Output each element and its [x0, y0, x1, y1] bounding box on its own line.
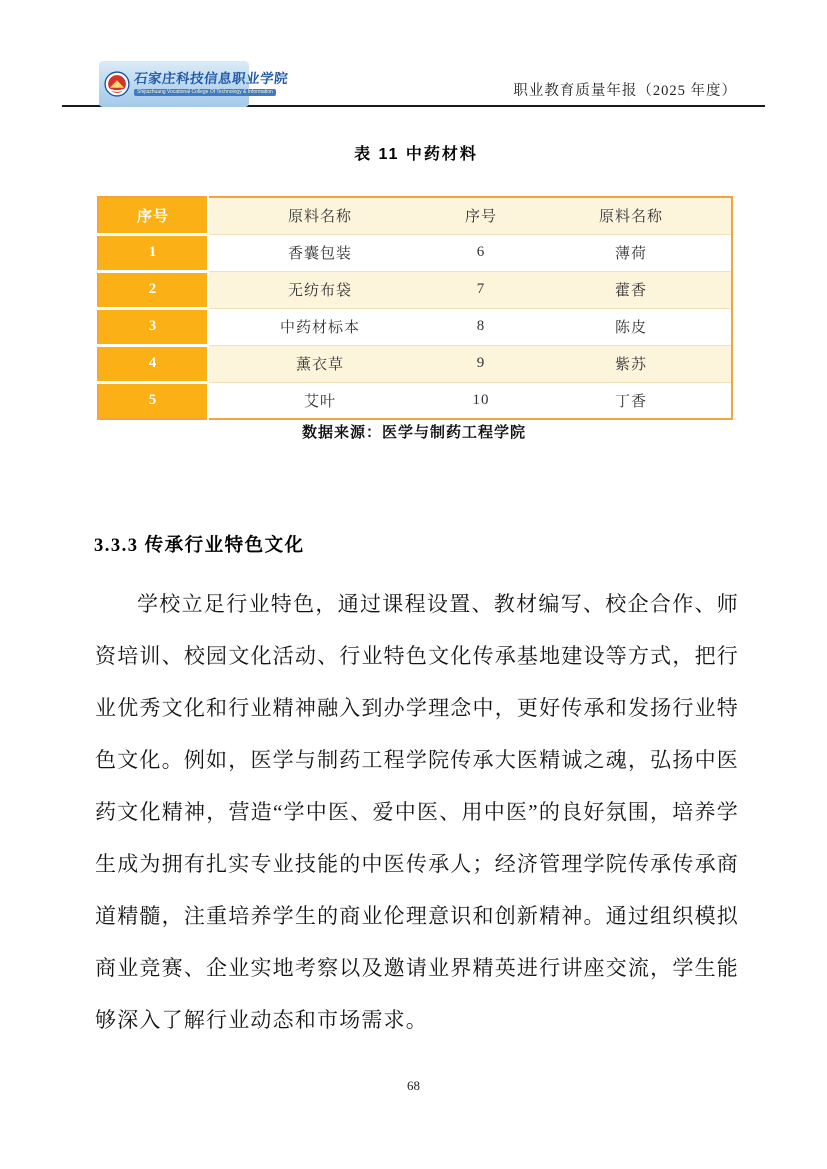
table-cell: 6: [431, 234, 531, 271]
column-header: 原料名称: [531, 197, 732, 234]
college-name-en: Shijiazhuang Vocational College Of Technology & Information: [134, 89, 276, 96]
logo-text: [134, 72, 288, 95]
table-row: [98, 308, 732, 345]
table-row: [98, 234, 732, 271]
table-cell: 陈皮: [531, 308, 732, 345]
table-cell: 丁香: [531, 382, 732, 419]
row-index-cell: 2: [98, 271, 208, 308]
table-cell: 藿香: [531, 271, 732, 308]
column-header: 序号: [431, 197, 531, 234]
body-paragraph: 学校立足行业特色，通过课程设置、教材编写、校企合作、师资培训、校园文化活动、行业特色文化传承基地建设等方式，把行业优秀文化和行业精神融入到办学理念中，更好传承和发扬行业特色文化。例如，医学与制药工程学院传承大医精诚之魂，弘扬中医药文化精神，营造“学中医、爱中医、用中医”的良好氛围，培养学生成为拥有扎实专业技能的中医传承人；经济管理学院传承传承商道精髓，注重培养学生的商业伦理意识和创新精神。通过组织模拟商业竞赛、企业实地考察以及邀请业界精英进行讲座交流，学生能够深入了解行业动态和市场需求。: [95, 592, 739, 1032]
table-row: [98, 271, 732, 308]
materials-table-body: [98, 234, 732, 419]
table-row: [98, 382, 732, 419]
college-logo: [99, 61, 289, 107]
page-number: 68: [407, 1078, 420, 1093]
table-row: [98, 345, 732, 382]
materials-table: [97, 196, 733, 420]
table-caption-title: 表 11 中药材料: [354, 146, 478, 163]
row-index-cell: 1: [98, 234, 208, 271]
table-cell: 香囊包装: [208, 234, 431, 271]
college-name-zh: 石家庄科技信息职业学院: [133, 71, 289, 87]
materials-table-header-row: [98, 197, 732, 234]
table-cell: 9: [431, 345, 531, 382]
college-emblem-icon: [104, 71, 130, 97]
table-cell: 中药材标本: [208, 308, 431, 345]
table-cell: 10: [431, 382, 531, 419]
row-index-cell: 3: [98, 308, 208, 345]
table-cell: 艾叶: [208, 382, 431, 419]
column-header: 原料名称: [208, 197, 431, 234]
table-cell: 薄荷: [531, 234, 732, 271]
column-header: 序号: [98, 197, 208, 234]
report-title: 职业教育质量年报（2025 年度）: [513, 83, 737, 99]
table-cell: 8: [431, 308, 531, 345]
row-index-cell: 4: [98, 345, 208, 382]
table-cell: 无纺布袋: [208, 271, 431, 308]
section-heading: 3.3.3 传承行业特色文化: [94, 536, 305, 556]
table-cell: 7: [431, 271, 531, 308]
table-cell: 紫苏: [531, 345, 732, 382]
table-cell: 薰衣草: [208, 345, 431, 382]
row-index-cell: 5: [98, 382, 208, 419]
table-data-source: 数据来源：医学与制药工程学院: [301, 425, 526, 441]
